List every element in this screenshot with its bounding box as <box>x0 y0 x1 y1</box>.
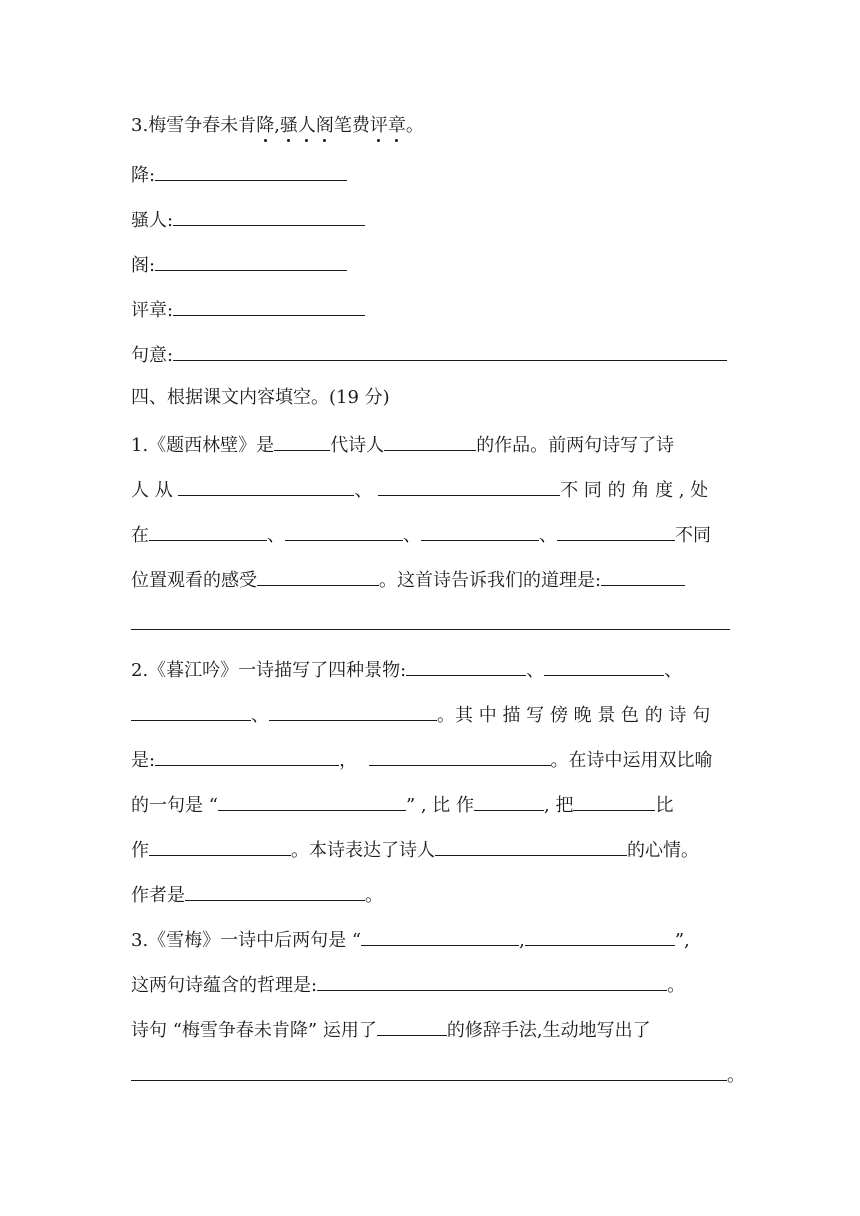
answer-blank[interactable] <box>155 252 347 271</box>
q2-text: 是: <box>131 750 156 771</box>
q1-text: 。这首诗告诉我们的道理是: <box>379 570 602 591</box>
q3-text: 。 <box>727 1065 745 1086</box>
q2-text: 作者是 <box>131 885 185 906</box>
vocab-label: 阁: <box>131 255 156 276</box>
emphasis-char: 骚 <box>279 115 298 136</box>
q2-text: 、 <box>526 660 545 681</box>
q1-text: 、 <box>267 525 285 546</box>
q2-line-6 <box>131 882 383 904</box>
emphasis-char: 降 <box>256 115 275 136</box>
answer-blank[interactable] <box>525 927 675 946</box>
q2-text: ” , 比 作 <box>405 795 475 816</box>
q1-text: 不 同 的 角 度 , 处 <box>560 480 709 501</box>
q1-text: 代诗人 <box>330 435 385 456</box>
q3-line-4 <box>131 1062 745 1084</box>
answer-blank[interactable] <box>317 972 667 991</box>
q1-line-1 <box>131 432 674 454</box>
answer-blank[interactable] <box>274 432 330 451</box>
answer-blank[interactable] <box>131 702 251 721</box>
section-heading: 四、根据课文内容填空。(19 分) <box>131 387 390 408</box>
q2-text: 。其 中 描 写 傍 晚 景 色 的 诗 句 <box>437 705 711 726</box>
answer-blank[interactable] <box>406 657 526 676</box>
answer-blank[interactable] <box>377 1017 447 1036</box>
answer-blank[interactable] <box>285 522 403 541</box>
q1-text: 在 <box>131 525 149 546</box>
answer-blank[interactable] <box>474 792 544 811</box>
q1-text: 位置观看的感受 <box>131 570 257 591</box>
answer-blank[interactable] <box>149 837 291 856</box>
vocab-item-saoren <box>131 207 365 229</box>
q2-text: 比 <box>655 795 674 816</box>
q2-text: , 把 <box>544 795 574 816</box>
vocab-label: 骚人: <box>131 210 174 231</box>
answer-blank[interactable] <box>173 342 727 361</box>
question-number: 3. <box>131 115 149 136</box>
q3-text: 3.《雪梅》一诗中后两句是 “ <box>131 930 362 951</box>
answer-blank[interactable] <box>435 837 627 856</box>
sentence-text: 笔费 <box>333 115 370 136</box>
answer-blank[interactable] <box>421 522 539 541</box>
q1-text: 、 <box>403 525 421 546</box>
q3-text: , <box>519 930 525 951</box>
q2-text: 的一句是 “ <box>131 795 218 816</box>
q1-line-3 <box>131 522 711 544</box>
answer-blank[interactable] <box>218 792 406 811</box>
q3-text: 。 <box>667 975 686 996</box>
sentence-text: , <box>274 115 280 136</box>
q1-text: 的作品。前两句诗写了诗 <box>476 435 675 456</box>
q1-text: 不同 <box>675 525 711 546</box>
answer-blank[interactable] <box>185 882 365 901</box>
answer-blank[interactable] <box>573 792 655 811</box>
sentence-text: 梅雪争春未肯 <box>148 115 257 136</box>
q2-line-5 <box>131 837 699 859</box>
q2-text: 。本诗表达了诗人 <box>291 840 435 861</box>
q2-line-3 <box>131 747 713 769</box>
q2-text: 作 <box>131 840 149 861</box>
q2-text: 。在诗中运用双比喻 <box>550 750 713 771</box>
q2-line-4 <box>131 792 673 814</box>
q2-text: 、 <box>664 660 683 681</box>
vocab-item-jiang <box>131 162 347 184</box>
q2-text: 的心情。 <box>627 840 699 861</box>
q2-text: 、 <box>251 705 269 726</box>
answer-blank[interactable] <box>155 162 347 181</box>
q1-text: 、 <box>539 525 557 546</box>
sentence-text: 。 <box>405 115 424 136</box>
q2-line-1 <box>131 657 682 679</box>
emphasis-char: 评 <box>369 115 388 136</box>
q3-line-2 <box>131 972 685 994</box>
vocab-item-ge <box>131 252 347 274</box>
answer-blank[interactable] <box>384 432 476 451</box>
q2-text: 。 <box>365 885 383 906</box>
answer-blank[interactable] <box>544 657 664 676</box>
q2-text: ， <box>339 750 358 771</box>
answer-blank[interactable] <box>369 747 551 766</box>
q3-text: ”, <box>674 930 690 951</box>
answer-blank[interactable] <box>601 567 685 586</box>
answer-blank[interactable] <box>173 207 365 226</box>
vocab-label: 句意: <box>131 345 174 366</box>
q3-text: 这两句诗蕴含的哲理是: <box>131 975 318 996</box>
answer-blank[interactable] <box>378 477 560 496</box>
q3-line-3 <box>131 1017 651 1039</box>
q1-text: 1.《题西林壁》是 <box>131 435 275 456</box>
answer-blank[interactable] <box>173 297 365 316</box>
answer-blank[interactable] <box>269 702 437 721</box>
emphasis-char: 阁 <box>315 115 334 136</box>
q1-text: 人 从 <box>131 480 173 501</box>
q3-text: 的修辞手法,生动地写出了 <box>446 1020 651 1041</box>
answer-blank[interactable] <box>557 522 675 541</box>
vocab-item-juyi <box>131 342 727 364</box>
answer-blank[interactable] <box>131 1062 727 1081</box>
vocab-label: 降: <box>131 165 156 186</box>
q3-line-1 <box>131 927 690 949</box>
answer-blank[interactable] <box>178 477 354 496</box>
question-3-sentence <box>131 115 424 137</box>
answer-blank[interactable] <box>155 747 339 766</box>
vocab-item-pingzhang <box>131 297 365 319</box>
q2-line-2 <box>131 702 710 724</box>
q1-line-2 <box>131 477 708 499</box>
q2-text: 2.《暮江吟》一诗描写了四种景物: <box>131 660 407 681</box>
answer-blank[interactable] <box>257 567 379 586</box>
emphasis-char: 章 <box>387 115 406 136</box>
answer-blank-full[interactable] <box>131 629 730 630</box>
vocab-label: 评章: <box>131 300 174 321</box>
emphasis-char: 人 <box>297 115 316 136</box>
q1-text: 、 <box>354 480 373 501</box>
answer-blank[interactable] <box>149 522 267 541</box>
q3-text: 诗句 “梅雪争春未肯降” 运用了 <box>131 1020 377 1041</box>
answer-blank[interactable] <box>361 927 519 946</box>
q1-line-4 <box>131 567 685 589</box>
